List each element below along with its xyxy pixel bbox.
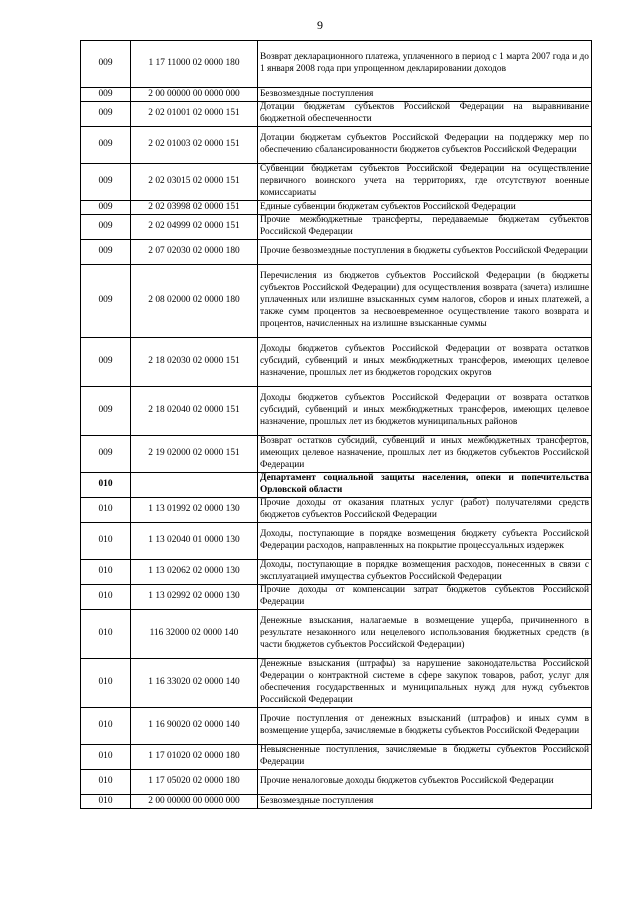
admin-code-cell: 009 (81, 102, 131, 127)
revenue-name-cell: Дотации бюджетам субъектов Российской Федерации на выравнивание бюджетной обеспеченности (258, 102, 592, 127)
table-row (81, 102, 592, 127)
revenue-code-cell: 1 13 02992 02 0000 130 (131, 585, 258, 610)
table-row (81, 659, 592, 708)
revenue-name-cell: Денежные взыскания (штрафы) за нарушение законодательства Российской Федерации о контрактной системе в сфере закупок товаров, работ, услуг для обеспечения государственных и муниципальных нужд для нужд субъектов Российской Федерации (258, 659, 592, 708)
admin-code-cell: 009 (81, 240, 131, 265)
revenue-code-cell: 1 13 02040 01 0000 130 (131, 523, 258, 560)
revenue-code-cell: 1 13 01992 02 0000 130 (131, 498, 258, 523)
revenue-name-cell: Единые субвенции бюджетам субъектов Российской Федерации (258, 201, 592, 215)
revenue-name-cell: Безвозмездные поступления (258, 88, 592, 102)
department-header-row (81, 473, 592, 498)
table-row (81, 41, 592, 88)
revenue-code-cell: 2 00 00000 00 0000 000 (131, 795, 258, 809)
admin-code-cell: 010 (81, 659, 131, 708)
table-body (81, 41, 592, 809)
revenue-code-cell: 2 02 01001 02 0000 151 (131, 102, 258, 127)
admin-code-cell: 010 (81, 523, 131, 560)
revenue-code-cell: 1 17 05020 02 0000 180 (131, 770, 258, 795)
table-row (81, 745, 592, 770)
revenue-name-cell: Дотации бюджетам субъектов Российской Федерации на поддержку мер по обеспечению сбалансированности бюджетов субъектов Российской Федерации (258, 127, 592, 164)
table-row (81, 795, 592, 809)
revenue-code-cell: 1 16 33020 02 0000 140 (131, 659, 258, 708)
table-row (81, 215, 592, 240)
admin-code-cell: 010 (81, 498, 131, 523)
revenue-name-cell: Прочие безвозмездные поступления в бюджеты субъектов Российской Федерации (258, 240, 592, 265)
revenue-code-cell: 2 02 01003 02 0000 151 (131, 127, 258, 164)
table-row (81, 610, 592, 659)
admin-code-cell: 010 (81, 585, 131, 610)
admin-code-cell: 009 (81, 164, 131, 201)
table-row (81, 436, 592, 473)
revenue-code-cell: 2 02 04999 02 0000 151 (131, 215, 258, 240)
admin-code-cell: 009 (81, 41, 131, 88)
revenue-name-cell: Возврат остатков субсидий, субвенций и иных межбюджетных трансфертов, имеющих целевое назначение, прошлых лет из бюджетов субъектов Российской Федерации (258, 436, 592, 473)
admin-code-cell: 010 (81, 770, 131, 795)
admin-code-cell: 009 (81, 265, 131, 338)
table-row (81, 164, 592, 201)
revenue-code-cell: 2 02 03015 02 0000 151 (131, 164, 258, 201)
admin-code-cell: 010 (81, 745, 131, 770)
revenue-name-cell: Возврат декларационного платежа, уплаченного в период с 1 марта 2007 года и до 1 января 2008 года при упрощенном декларировании доходов (258, 41, 592, 88)
table-row (81, 201, 592, 215)
revenue-name-cell: Прочие межбюджетные трансферты, передаваемые бюджетам субъектов Российской Федерации (258, 215, 592, 240)
admin-code-cell: 009 (81, 387, 131, 436)
table-row (81, 498, 592, 523)
admin-code-cell: 009 (81, 127, 131, 164)
revenue-code-cell: 2 19 02000 02 0000 151 (131, 436, 258, 473)
revenue-name-cell: Перечисления из бюджетов субъектов Российской Федерации (в бюджеты субъектов Российской Федерации) для осуществления возврата (зачета) излишне уплаченных или излишне взысканных сумм налогов, сборов и иных платежей, а также сумм процентов за несвоевременное осуществление такого возврата и процентов, начисленных на излишне взысканные суммы (258, 265, 592, 338)
revenue-code-cell: 1 13 02062 02 0000 130 (131, 560, 258, 585)
table-row (81, 585, 592, 610)
revenue-name-cell: Прочие неналоговые доходы бюджетов субъектов Российской Федерации (258, 770, 592, 795)
revenue-code-cell: 1 17 01020 02 0000 180 (131, 745, 258, 770)
revenue-name-cell: Доходы бюджетов субъектов Российской Федерации от возврата остатков субсидий, субвенций и иных межбюджетных трансферов, имеющих целевое назначение, прошлых лет из бюджетов городских округов (258, 338, 592, 387)
revenue-code-cell: 2 02 03998 02 0000 151 (131, 201, 258, 215)
admin-code-cell: 009 (81, 201, 131, 215)
revenue-name-cell: Невыясненные поступления, зачисляемые в бюджеты субъектов Российской Федерации (258, 745, 592, 770)
admin-code-cell: 009 (81, 436, 131, 473)
table-row (81, 338, 592, 387)
admin-code-cell: 010 (81, 610, 131, 659)
admin-code-cell: 010 (81, 560, 131, 585)
revenue-name-cell: Прочие доходы от оказания платных услуг (работ) получателями средств бюджетов субъектов Российской Федерации (258, 498, 592, 523)
revenue-code-cell: 1 16 90020 02 0000 140 (131, 708, 258, 745)
admin-code-cell: 010 (81, 708, 131, 745)
table-row (81, 127, 592, 164)
revenue-name-cell: Департамент социальной защиты населения, опеки и попечительства Орловской области (258, 473, 592, 498)
revenue-name-cell: Прочие поступления от денежных взысканий (штрафов) и иных сумм в возмещение ущерба, зачисляемые в бюджеты субъектов Российской Федерации (258, 708, 592, 745)
revenue-name-cell: Безвозмездные поступления (258, 795, 592, 809)
table-row (81, 560, 592, 585)
table-row (81, 265, 592, 338)
admin-code-cell: 010 (81, 795, 131, 809)
admin-code-cell: 010 (81, 473, 131, 498)
admin-code-cell: 009 (81, 215, 131, 240)
revenue-code-table (80, 40, 592, 809)
table-row (81, 387, 592, 436)
revenue-code-cell (131, 473, 258, 498)
revenue-name-cell: Доходы бюджетов субъектов Российской Федерации от возврата остатков субсидий, субвенций и иных межбюджетных трансферов, имеющих целевое назначение, прошлых лет из бюджетов муниципальных районов (258, 387, 592, 436)
table-row (81, 523, 592, 560)
revenue-name-cell: Доходы, поступающие в порядке возмещения расходов, понесенных в связи с эксплуатацией имущества субъектов Российской Федерации (258, 560, 592, 585)
admin-code-cell: 009 (81, 88, 131, 102)
revenue-code-cell: 116 32000 02 0000 140 (131, 610, 258, 659)
page-number: 9 (317, 18, 323, 32)
table-row (81, 240, 592, 265)
revenue-code-cell: 1 17 11000 02 0000 180 (131, 41, 258, 88)
revenue-code-cell: 2 18 02040 02 0000 151 (131, 387, 258, 436)
revenue-code-cell: 2 08 02000 02 0000 180 (131, 265, 258, 338)
revenue-code-cell: 2 00 00000 00 0000 000 (131, 88, 258, 102)
revenue-name-cell: Прочие доходы от компенсации затрат бюджетов субъектов Российской Федерации (258, 585, 592, 610)
table-row (81, 88, 592, 102)
revenue-name-cell: Доходы, поступающие в порядке возмещения бюджету субъекта Российской Федерации расходов, направленных на покрытие процессуальных издержек (258, 523, 592, 560)
admin-code-cell: 009 (81, 338, 131, 387)
revenue-name-cell: Субвенции бюджетам субъектов Российской Федерации на осуществление первичного воинского учета на территориях, где отсутствуют военные комиссариаты (258, 164, 592, 201)
revenue-code-cell: 2 18 02030 02 0000 151 (131, 338, 258, 387)
table-row (81, 770, 592, 795)
revenue-code-cell: 2 07 02030 02 0000 180 (131, 240, 258, 265)
table-row (81, 708, 592, 745)
revenue-name-cell: Денежные взыскания, налагаемые в возмещение ущерба, причиненного в результате незаконного или нецелевого использования бюджетных средств (в части бюджетов субъектов Российской Федерации) (258, 610, 592, 659)
